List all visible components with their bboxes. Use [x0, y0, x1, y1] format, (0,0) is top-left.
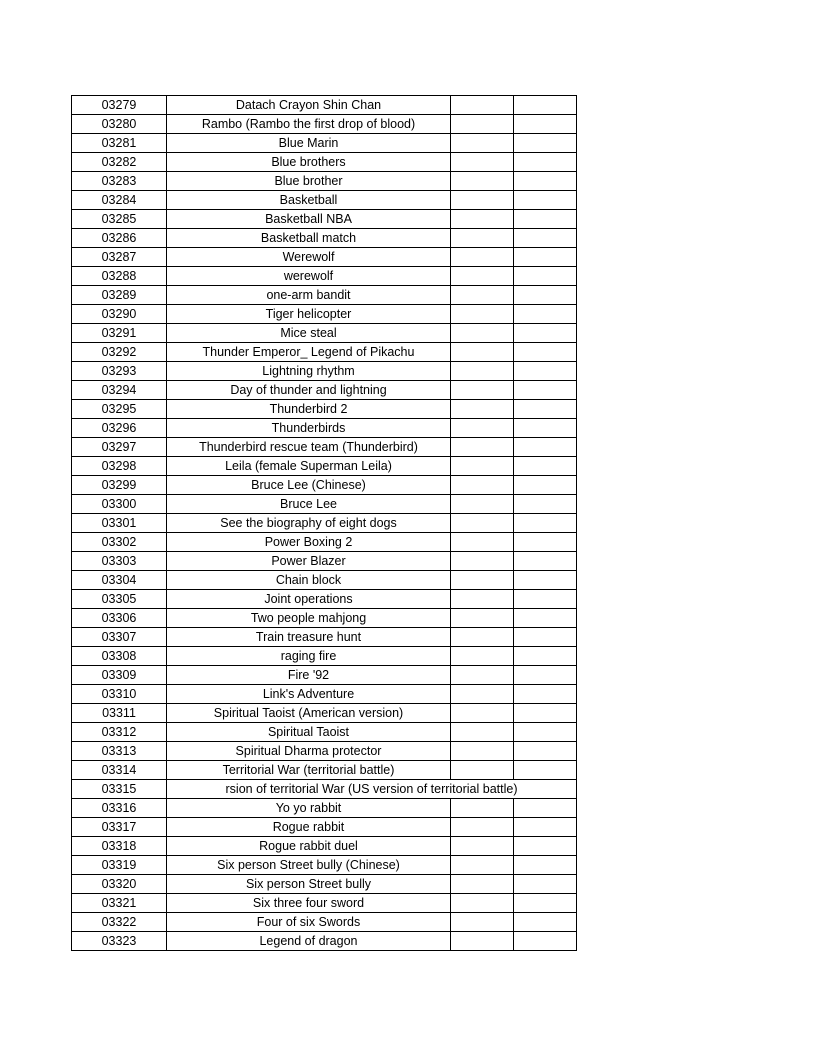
empty-cell-b — [514, 818, 577, 837]
empty-cell-b — [514, 495, 577, 514]
game-title-cell: Thunderbirds — [167, 419, 451, 438]
table-row — [72, 381, 577, 400]
table-row — [72, 495, 577, 514]
game-id-cell: 03305 — [72, 590, 167, 609]
table-row — [72, 932, 577, 951]
empty-cell-a — [451, 932, 514, 951]
game-id-cell: 03321 — [72, 894, 167, 913]
game-title-cell: Chain block — [167, 571, 451, 590]
game-id-cell: 03281 — [72, 134, 167, 153]
empty-cell-b — [514, 248, 577, 267]
empty-cell-b — [514, 210, 577, 229]
table-row — [72, 172, 577, 191]
game-id-cell: 03280 — [72, 115, 167, 134]
game-title-cell: Datach Crayon Shin Chan — [167, 96, 451, 115]
game-id-cell: 03319 — [72, 856, 167, 875]
empty-cell-b — [514, 704, 577, 723]
game-title-cell: See the biography of eight dogs — [167, 514, 451, 533]
empty-cell-a — [451, 191, 514, 210]
empty-cell-b — [514, 647, 577, 666]
empty-cell-b — [514, 343, 577, 362]
game-title-cell: Day of thunder and lightning — [167, 381, 451, 400]
game-title-cell: Spiritual Taoist — [167, 723, 451, 742]
empty-cell-b — [514, 381, 577, 400]
empty-cell-b — [514, 742, 577, 761]
game-id-cell: 03299 — [72, 476, 167, 495]
empty-cell-b — [514, 115, 577, 134]
empty-cell-b — [514, 856, 577, 875]
game-id-cell: 03288 — [72, 267, 167, 286]
empty-cell-a — [451, 134, 514, 153]
empty-cell-b — [514, 514, 577, 533]
table-row — [72, 153, 577, 172]
game-id-cell: 03303 — [72, 552, 167, 571]
table-row — [72, 609, 577, 628]
empty-cell-a — [451, 495, 514, 514]
empty-cell-a — [451, 628, 514, 647]
game-title-cell: raging fire — [167, 647, 451, 666]
game-id-cell: 03279 — [72, 96, 167, 115]
empty-cell-a — [451, 552, 514, 571]
game-title-cell: Six person Street bully (Chinese) — [167, 856, 451, 875]
table-row — [72, 514, 577, 533]
game-title-cell: Rogue rabbit — [167, 818, 451, 837]
game-id-cell: 03307 — [72, 628, 167, 647]
game-id-cell: 03283 — [72, 172, 167, 191]
game-id-cell: 03293 — [72, 362, 167, 381]
game-id-cell: 03292 — [72, 343, 167, 362]
game-title-cell: Train treasure hunt — [167, 628, 451, 647]
game-title-cell: Thunder Emperor_ Legend of Pikachu — [167, 343, 451, 362]
empty-cell-b — [514, 419, 577, 438]
game-title-cell: Six person Street bully — [167, 875, 451, 894]
game-title-cell: Basketball — [167, 191, 451, 210]
game-id-cell: 03304 — [72, 571, 167, 590]
table-row — [72, 96, 577, 115]
empty-cell-a — [451, 647, 514, 666]
empty-cell-a — [451, 419, 514, 438]
game-title-cell: werewolf — [167, 267, 451, 286]
empty-cell-a — [451, 362, 514, 381]
empty-cell-a — [451, 590, 514, 609]
empty-cell-a — [451, 457, 514, 476]
game-id-cell: 03286 — [72, 229, 167, 248]
game-id-cell: 03284 — [72, 191, 167, 210]
empty-cell-b — [514, 134, 577, 153]
table-row — [72, 799, 577, 818]
empty-cell-a — [451, 761, 514, 780]
empty-cell-a — [451, 324, 514, 343]
empty-cell-a — [451, 286, 514, 305]
game-title-cell: Bruce Lee (Chinese) — [167, 476, 451, 495]
empty-cell-a — [451, 248, 514, 267]
empty-cell-b — [514, 457, 577, 476]
game-title-cell: Thunderbird 2 — [167, 400, 451, 419]
empty-cell-b — [514, 229, 577, 248]
table-row — [72, 780, 577, 799]
table-row — [72, 286, 577, 305]
table-row — [72, 248, 577, 267]
empty-cell-a — [451, 666, 514, 685]
game-title-cell: Bruce Lee — [167, 495, 451, 514]
empty-cell-a — [451, 837, 514, 856]
game-id-cell: 03289 — [72, 286, 167, 305]
table-row — [72, 761, 577, 780]
empty-cell-a — [451, 96, 514, 115]
game-id-cell: 03287 — [72, 248, 167, 267]
game-title-cell: Blue brother — [167, 172, 451, 191]
empty-cell-a — [451, 818, 514, 837]
game-list-body — [72, 96, 577, 951]
game-id-cell: 03320 — [72, 875, 167, 894]
table-row — [72, 457, 577, 476]
empty-cell-a — [451, 913, 514, 932]
table-row — [72, 723, 577, 742]
game-id-cell: 03291 — [72, 324, 167, 343]
empty-cell-a — [451, 381, 514, 400]
game-title-cell: Yo yo rabbit — [167, 799, 451, 818]
table-row — [72, 875, 577, 894]
empty-cell-a — [451, 115, 514, 134]
empty-cell-b — [514, 666, 577, 685]
game-id-cell: 03301 — [72, 514, 167, 533]
table-row — [72, 343, 577, 362]
empty-cell-a — [451, 476, 514, 495]
game-title-cell: Two people mahjong — [167, 609, 451, 628]
empty-cell-a — [451, 799, 514, 818]
game-title-cell: Six three four sword — [167, 894, 451, 913]
game-id-cell: 03306 — [72, 609, 167, 628]
game-title-overflow-text: rsion of territorial War (US version of territorial battle) — [225, 782, 518, 796]
empty-cell-a — [451, 533, 514, 552]
empty-cell-b — [514, 96, 577, 115]
game-title-cell: Legend of dragon — [167, 932, 451, 951]
game-id-cell: 03309 — [72, 666, 167, 685]
game-id-cell: 03322 — [72, 913, 167, 932]
empty-cell-a — [451, 685, 514, 704]
game-id-cell: 03316 — [72, 799, 167, 818]
game-id-cell: 03295 — [72, 400, 167, 419]
table-row — [72, 533, 577, 552]
table-row — [72, 134, 577, 153]
table-row — [72, 894, 577, 913]
empty-cell-a — [451, 704, 514, 723]
empty-cell-b — [514, 932, 577, 951]
table-row — [72, 476, 577, 495]
table-row — [72, 856, 577, 875]
game-id-cell: 03311 — [72, 704, 167, 723]
game-id-cell: 03323 — [72, 932, 167, 951]
empty-cell-a — [451, 723, 514, 742]
empty-cell-b — [514, 837, 577, 856]
game-title-cell: Lightning rhythm — [167, 362, 451, 381]
game-id-cell: 03285 — [72, 210, 167, 229]
game-id-cell: 03313 — [72, 742, 167, 761]
game-title-cell: Rambo (Rambo the first drop of blood) — [167, 115, 451, 134]
empty-cell-b — [514, 685, 577, 704]
game-id-cell: 03308 — [72, 647, 167, 666]
game-title-cell: Territorial War (territorial battle) — [167, 761, 451, 780]
table-row — [72, 818, 577, 837]
table-row — [72, 362, 577, 381]
game-title-cell — [167, 780, 577, 799]
game-id-cell: 03297 — [72, 438, 167, 457]
empty-cell-a — [451, 894, 514, 913]
game-id-cell: 03300 — [72, 495, 167, 514]
game-title-cell: Spiritual Dharma protector — [167, 742, 451, 761]
game-title-cell: Leila (female Superman Leila) — [167, 457, 451, 476]
empty-cell-a — [451, 229, 514, 248]
table-row — [72, 419, 577, 438]
table-row — [72, 590, 577, 609]
game-id-cell: 03312 — [72, 723, 167, 742]
table-row — [72, 571, 577, 590]
game-title-cell: Fire '92 — [167, 666, 451, 685]
game-id-cell: 03318 — [72, 837, 167, 856]
empty-cell-a — [451, 172, 514, 191]
empty-cell-b — [514, 476, 577, 495]
table-row — [72, 552, 577, 571]
empty-cell-a — [451, 438, 514, 457]
empty-cell-a — [451, 514, 514, 533]
game-id-cell: 03302 — [72, 533, 167, 552]
game-title-cell: Spiritual Taoist (American version) — [167, 704, 451, 723]
table-row — [72, 229, 577, 248]
empty-cell-b — [514, 723, 577, 742]
game-title-cell: Link's Adventure — [167, 685, 451, 704]
game-title-cell: Four of six Swords — [167, 913, 451, 932]
table-row — [72, 115, 577, 134]
empty-cell-b — [514, 875, 577, 894]
table-row — [72, 628, 577, 647]
game-title-cell: Rogue rabbit duel — [167, 837, 451, 856]
table-row — [72, 210, 577, 229]
game-title-cell: Power Blazer — [167, 552, 451, 571]
game-id-cell: 03314 — [72, 761, 167, 780]
empty-cell-b — [514, 609, 577, 628]
empty-cell-a — [451, 305, 514, 324]
game-id-cell: 03317 — [72, 818, 167, 837]
table-row — [72, 704, 577, 723]
empty-cell-b — [514, 400, 577, 419]
table-row — [72, 191, 577, 210]
table-row — [72, 267, 577, 286]
empty-cell-b — [514, 191, 577, 210]
empty-cell-b — [514, 362, 577, 381]
empty-cell-a — [451, 400, 514, 419]
empty-cell-b — [514, 533, 577, 552]
empty-cell-b — [514, 628, 577, 647]
game-title-cell: Joint operations — [167, 590, 451, 609]
empty-cell-a — [451, 343, 514, 362]
game-title-cell: Tiger helicopter — [167, 305, 451, 324]
game-id-cell: 03290 — [72, 305, 167, 324]
game-id-cell: 03296 — [72, 419, 167, 438]
game-id-cell: 03294 — [72, 381, 167, 400]
game-title-cell: Thunderbird rescue team (Thunderbird) — [167, 438, 451, 457]
empty-cell-a — [451, 571, 514, 590]
empty-cell-b — [514, 913, 577, 932]
game-id-cell: 03298 — [72, 457, 167, 476]
table-row — [72, 742, 577, 761]
empty-cell-b — [514, 324, 577, 343]
empty-cell-b — [514, 305, 577, 324]
table-row — [72, 685, 577, 704]
game-id-cell: 03282 — [72, 153, 167, 172]
empty-cell-b — [514, 590, 577, 609]
table-row — [72, 837, 577, 856]
empty-cell-b — [514, 894, 577, 913]
empty-cell-b — [514, 552, 577, 571]
game-title-cell: Blue Marin — [167, 134, 451, 153]
game-title-cell: one-arm bandit — [167, 286, 451, 305]
table-row — [72, 438, 577, 457]
table-row — [72, 324, 577, 343]
game-title-cell: Basketball match — [167, 229, 451, 248]
game-title-cell: Power Boxing 2 — [167, 533, 451, 552]
game-title-cell: Basketball NBA — [167, 210, 451, 229]
game-title-cell: Werewolf — [167, 248, 451, 267]
empty-cell-a — [451, 856, 514, 875]
empty-cell-b — [514, 286, 577, 305]
table-row — [72, 305, 577, 324]
game-list-table — [71, 95, 577, 951]
empty-cell-b — [514, 172, 577, 191]
empty-cell-b — [514, 571, 577, 590]
empty-cell-a — [451, 609, 514, 628]
empty-cell-a — [451, 153, 514, 172]
game-title-cell: Blue brothers — [167, 153, 451, 172]
table-row — [72, 647, 577, 666]
empty-cell-b — [514, 438, 577, 457]
empty-cell-b — [514, 267, 577, 286]
empty-cell-a — [451, 210, 514, 229]
game-title-cell: Mice steal — [167, 324, 451, 343]
game-id-cell: 03315 — [72, 780, 167, 799]
table-row — [72, 913, 577, 932]
table-row — [72, 666, 577, 685]
empty-cell-a — [451, 875, 514, 894]
empty-cell-b — [514, 153, 577, 172]
game-id-cell: 03310 — [72, 685, 167, 704]
table-row — [72, 400, 577, 419]
empty-cell-a — [451, 742, 514, 761]
empty-cell-b — [514, 799, 577, 818]
empty-cell-b — [514, 761, 577, 780]
empty-cell-a — [451, 267, 514, 286]
